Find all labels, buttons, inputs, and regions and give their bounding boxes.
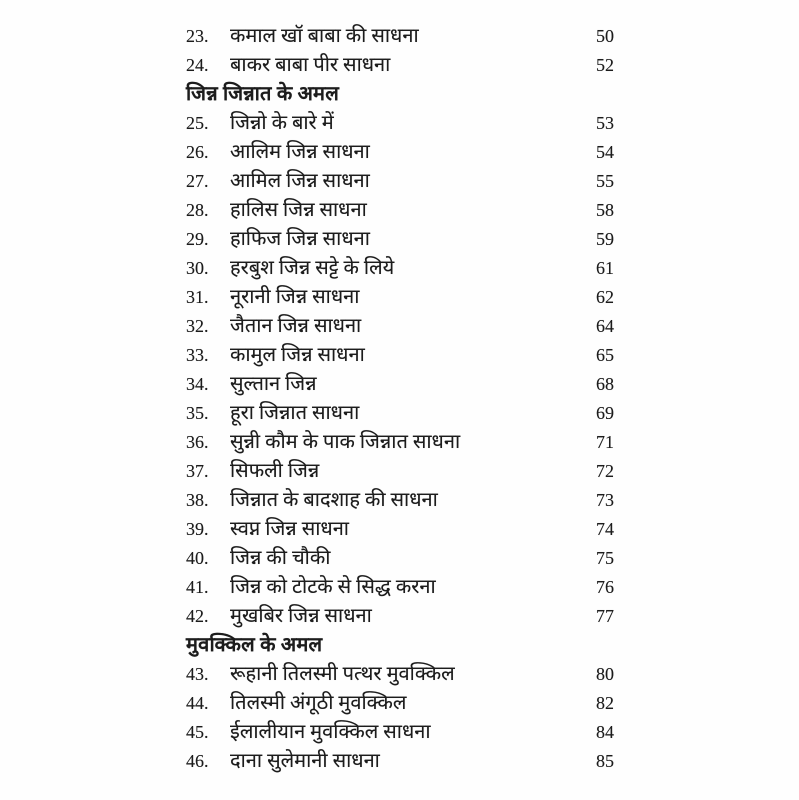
toc-entry-title: सुन्नी कौम के पाक जिन्नात साधना	[230, 431, 461, 453]
toc-entry-number: 40.	[186, 548, 209, 568]
toc-entry	[186, 573, 614, 602]
toc-entry-number: 31.	[186, 287, 209, 307]
toc-entry	[186, 486, 614, 515]
toc-entry-number: 23.	[186, 26, 209, 46]
toc-entry-number: 33.	[186, 345, 209, 365]
toc-entry-page: 73	[596, 490, 614, 510]
toc-entry	[186, 515, 614, 544]
toc-entry-title: हरबुश जिन्न सट्टे के लिये	[230, 257, 395, 279]
toc-entry-title: नूरानी जिन्न साधना	[230, 286, 360, 308]
toc-entry-number: 41.	[186, 577, 209, 597]
toc-entry	[186, 109, 614, 138]
toc-entry-number: 45.	[186, 722, 209, 742]
toc-entry-title: मुखबिर जिन्न साधना	[230, 605, 372, 627]
toc-entry-page: 53	[596, 113, 614, 133]
toc-entry-title: बाकर बाबा पीर साधना	[230, 54, 391, 76]
toc-entry-title: कामुल जिन्न साधना	[230, 344, 365, 366]
toc-entry-page: 61	[596, 258, 614, 278]
toc-entry-number: 29.	[186, 229, 209, 249]
toc-entry-title: आलिम जिन्न साधना	[230, 141, 370, 163]
toc-entry	[186, 167, 614, 196]
toc-entry-page: 52	[596, 55, 614, 75]
toc-entry-page: 55	[596, 171, 614, 191]
toc-entry-title: जिन्न को टोटके से सिद्ध करना	[230, 576, 436, 598]
toc-entry	[186, 399, 614, 428]
toc-entry-number: 32.	[186, 316, 209, 336]
toc-entry-number: 42.	[186, 606, 209, 626]
toc-entry-page: 58	[596, 200, 614, 220]
toc-entry-page: 65	[596, 345, 614, 365]
toc-entry-title: जैतान जिन्न साधना	[230, 315, 362, 337]
toc-entry-number: 25.	[186, 113, 209, 133]
toc-entry	[186, 312, 614, 341]
toc-entry-title: हूरा जिन्नात साधना	[230, 402, 360, 424]
toc-entry	[186, 457, 614, 486]
toc-entry-page: 74	[596, 519, 614, 539]
toc-entry-page: 69	[596, 403, 614, 423]
toc-entry-number: 46.	[186, 751, 209, 771]
toc-entry	[186, 51, 614, 80]
toc-entry-page: 59	[596, 229, 614, 249]
toc-entry-page: 75	[596, 548, 614, 568]
toc-entry-title: सुल्तान जिन्न	[230, 373, 317, 395]
toc-entry	[186, 747, 614, 776]
toc-entry-page: 84	[596, 722, 614, 742]
toc-entry-number: 24.	[186, 55, 209, 75]
toc-entry-title: दाना सुलेमानी साधना	[230, 750, 380, 772]
toc-entry	[186, 718, 614, 747]
toc-entry	[186, 341, 614, 370]
toc-entry-title: जिन्न की चौकी	[230, 547, 331, 569]
toc-entry-title: स्वप्न जिन्न साधना	[230, 518, 349, 540]
toc-entry	[186, 602, 614, 631]
toc-entry-page: 62	[596, 287, 614, 307]
toc-entry-page: 72	[596, 461, 614, 481]
toc-entry-title: हाफिज जिन्न साधना	[230, 228, 370, 250]
toc-entry-page: 76	[596, 577, 614, 597]
toc-entry-title: तिलस्मी अंगूठी मुवक्किल	[230, 692, 407, 714]
toc-entry-title: आमिल जिन्न साधना	[230, 170, 370, 192]
toc-section-header: जिन्न जिन्नात के अमल	[186, 83, 339, 105]
toc-entry-title: जिन्नो के बारे में	[230, 112, 334, 134]
toc-entry-title: रूहानी तिलस्मी पत्थर मुवक्किल	[230, 663, 455, 685]
toc-entry	[186, 283, 614, 312]
toc-entry-number: 43.	[186, 664, 209, 684]
toc-entry	[186, 660, 614, 689]
toc-entry	[186, 254, 614, 283]
toc-entry-page: 85	[596, 751, 614, 771]
toc-entry-title: जिन्नात के बादशाह की साधना	[230, 489, 438, 511]
toc-entry-number: 30.	[186, 258, 209, 278]
toc-entry-page: 64	[596, 316, 614, 336]
toc-entry	[186, 22, 614, 51]
toc-entry	[186, 370, 614, 399]
toc-entry-number: 36.	[186, 432, 209, 452]
toc-entry-number: 34.	[186, 374, 209, 394]
toc-entry-number: 44.	[186, 693, 209, 713]
toc-section-header: मुवक्किल के अमल	[186, 634, 323, 656]
toc-entry	[186, 196, 614, 225]
toc-entry-page: 54	[596, 142, 614, 162]
toc-entry-page: 50	[596, 26, 614, 46]
toc-entry-title: हालिस जिन्न साधना	[230, 199, 367, 221]
toc-entry	[186, 428, 614, 457]
toc-entry-number: 37.	[186, 461, 209, 481]
toc-entry-title: सिफली जिन्न	[230, 460, 320, 482]
toc-entry	[186, 544, 614, 573]
toc-entry-page: 71	[596, 432, 614, 452]
toc-list	[186, 22, 614, 776]
toc-entry-page: 82	[596, 693, 614, 713]
toc-entry-number: 27.	[186, 171, 209, 191]
toc-entry-page: 80	[596, 664, 614, 684]
toc-entry-page: 77	[596, 606, 614, 626]
toc-entry-number: 39.	[186, 519, 209, 539]
toc-entry-title: ईलालीयान मुवक्किल साधना	[230, 721, 431, 743]
toc-entry-page: 68	[596, 374, 614, 394]
toc-entry-number: 35.	[186, 403, 209, 423]
toc-entry-number: 28.	[186, 200, 209, 220]
toc-entry	[186, 138, 614, 167]
toc-entry-number: 38.	[186, 490, 209, 510]
toc-entry	[186, 689, 614, 718]
toc-entry-title: कमाल खॉ बाबा की साधना	[230, 25, 419, 47]
toc-entry	[186, 225, 614, 254]
toc-entry-number: 26.	[186, 142, 209, 162]
